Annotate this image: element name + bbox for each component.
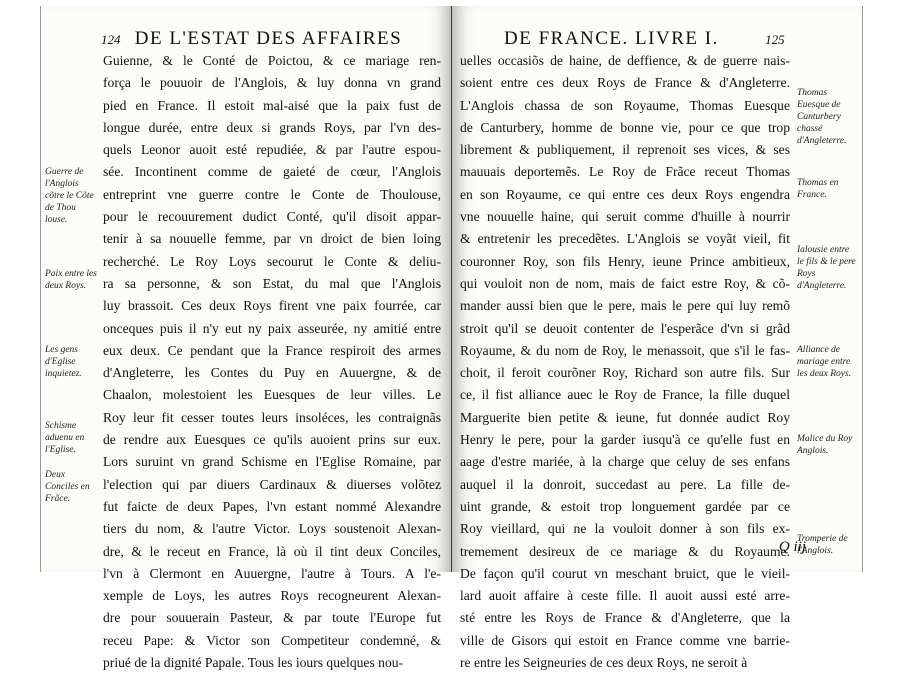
text-line: Chaalon, molestoient les Euesques de leur villes. Le	[103, 387, 441, 403]
left-running-head	[101, 28, 402, 50]
text-line: l'vn à Clermont en Auuergne, l'autre à Tours. A l'e-	[103, 565, 441, 581]
text-line: L'Anglois chassa de son Royaume, Thomas Euesque	[460, 97, 790, 113]
text-line: qui vouloit non de nom, mais de faict estre Roy, & cõ-	[460, 275, 790, 291]
text-line: en son Royaume, ce qui entre ces deux Roys engendra	[460, 186, 790, 202]
left-body-text	[103, 50, 441, 674]
margin-note: Alliance de mariage entre les deux Roys.	[797, 344, 852, 379]
text-line: vne nouuelle haine, qui seruit comme d'huille à nourrir	[460, 209, 790, 225]
text-line: Roy leur fit cesser toutes leurs insoléces, les contraignãs	[103, 409, 441, 425]
text-line: soient entre ces deux Roys de France & d'Angleterre.	[460, 75, 790, 91]
right-body-text	[460, 50, 790, 674]
text-line: tiers du nom, & l'autre Victor. Loys soustenoit Alexan-	[103, 521, 441, 537]
text-line: Marguerite bien petite & ieune, fut donnée audict Roy	[460, 409, 790, 425]
text-line: quels Leonor auoit esté repudiée, & par l'autre espou-	[103, 142, 441, 158]
text-line: mander aussi bien que le pere, mais le pere qui luy remõ	[460, 298, 790, 314]
text-line: longue durée, entre deux si grands Roys, par l'vn des-	[103, 119, 441, 135]
right-page	[452, 6, 863, 671]
text-line: Henry le pere, pour la garder iusqu'à ce qu'elle fust en	[460, 432, 790, 448]
text-line: onceques puis il n'y eut ny paix asseurée, ny amitié entre	[103, 320, 441, 336]
right-running-head	[504, 28, 785, 50]
text-line: sée. Incontinent comme de gaieté de cœur, l'Anglois	[103, 164, 441, 180]
text-line: re entre les Seigneuries de ces deux Roys, ne seroit à	[460, 655, 748, 671]
text-line: receu Pape: & Victor son Competiteur condemné, &	[103, 632, 441, 648]
text-line: recherché. Le Roy Loys secourut le Conte & deliu-	[103, 253, 441, 269]
text-line: de rendre aux Euesques ce qu'ils auoient prins sur eux.	[103, 432, 441, 448]
left-page	[40, 6, 451, 671]
margin-note: Thomas en France.	[797, 177, 839, 200]
text-line: luy brassoit. Ces deux Roys firent vne paix fourrée, car	[103, 298, 441, 314]
text-line: l'election qui par diuers Cardinaux & diuerses volõtez	[103, 476, 441, 492]
text-line: auquel il la donroit, succedast au pere. La fille de-	[460, 476, 790, 492]
margin-note: Tromperie de l'Anglois.	[797, 534, 848, 557]
text-line: ville de Gisors qui estoit en France comme vne barrie-	[460, 632, 790, 648]
text-line: tremement desireux de ce mariage & du Royaume.	[460, 543, 790, 559]
text-line: lard auoit affaire à ceste fille. Il auoit aussi esté arre-	[460, 588, 790, 604]
text-line: fut faicte de deux Papes, l'vn estant nommé Alexandre	[103, 498, 441, 514]
text-line: dre pour souuerain Pasteur, & par toute l'Europe fut	[103, 610, 441, 626]
text-line: aage d'estre mariée, à la charge que celuy de ses enfans	[460, 454, 790, 470]
text-line: choit, il feroit courõner Roy, Richard son autre fils. Sur	[460, 365, 790, 381]
text-line: Roy vieillard, qui ne la vouloit donner à son fils ex-	[460, 521, 790, 537]
text-line: tenir à sa nouuelle femme, par vn droict de bien loing	[103, 231, 441, 247]
margin-note: Deux Conciles en Frãce.	[45, 469, 90, 504]
text-line: força le pouuoir de l'Anglois, & luy donna vn grand	[103, 75, 441, 91]
text-line: Lors suruint vn grand Schisme en l'Eglise Romaine, par	[103, 454, 441, 470]
text-line: Royaume, & du nom de Roy, le menassoit, que s'il le fas-	[460, 342, 790, 358]
text-line: uelles occasiõs de haine, de deffience, & de guerre nais-	[460, 53, 790, 68]
text-line: xemple de Loys, les autres Roys recogneurent Alexan-	[103, 588, 441, 604]
text-line: dre, & le receut en France, là où il tint deux Conciles,	[103, 543, 441, 559]
margin-note: Schisme aduenu en l'Eglise.	[45, 420, 85, 455]
text-line: priué de la dignité Papale. Tous les iours quelques nou-	[103, 655, 404, 671]
text-line: ce, il fist alliance auec le Roy de France, la fille duquel	[460, 387, 790, 403]
text-line: pied en France. Il estoit mal-aisé que la paix fust de	[103, 97, 441, 113]
text-line: de Canturbery, homme de bonne vie, pour ce que trop	[460, 119, 790, 135]
text-line: ra sa personne, & son Estat, du mal que l'Anglois	[103, 275, 441, 291]
margin-note: Ialousie entre le fils & le pere Roys d'Angleterre.	[797, 244, 856, 291]
text-line: De façon qu'il courut vn meschant bruict, que le vieil-	[460, 565, 790, 581]
text-line: uint grande, & estoit trop longuement gardée par ce	[460, 498, 790, 514]
text-line: librement & publiquement, il reprenoit ses vices, & ses	[460, 142, 790, 158]
text-line: mauuais deportemẽs. Le Roy de Frãce receut Thomas	[460, 164, 790, 180]
text-line: d'Angleterre, les Contes du Puy en Auuergne, & de	[103, 365, 441, 381]
text-line: entreprint vne guerre contre le Conte de Thoulouse,	[103, 186, 441, 202]
text-line: stroit qu'il se deuoit contenter de l'esperãce d'vn si grãd	[460, 320, 790, 336]
text-line: couronner Roy, son fils Henry, ieune Prince ambitieux,	[460, 253, 790, 269]
right-running-head-title: DE FRANCE. LIVRE I.	[504, 28, 719, 49]
left-page-number: 124	[101, 32, 121, 47]
signature-mark: Q iij	[778, 539, 806, 555]
margin-note: Thomas Euesque de Canturbery chassé d'Angleterre.	[797, 88, 847, 147]
left-running-head-title: DE L'ESTAT DES AFFAIRES	[134, 28, 403, 49]
margin-note: Les gens d'Eglise inquietez.	[45, 344, 82, 379]
text-line: Guienne, & le Conté de Poictou, & ce mariage ren-	[103, 53, 441, 68]
margin-note: Paix entre les deux Roys.	[45, 269, 97, 292]
margin-note: Malice du Roy Anglois.	[797, 434, 853, 457]
right-page-number: 125	[765, 32, 785, 47]
text-line: pour le recouurement dudict Conté, qu'il disoit appar-	[103, 209, 441, 225]
text-line: & entretenir les precedẽtes. L'Anglois se voyãt vieil, fit	[460, 231, 790, 247]
margin-note: Guerre de l'Anglois cõtre le Cõte de Thou louse.	[45, 166, 94, 225]
text-line: eux deux. Ce pendant que la France respiroit des armes	[103, 342, 441, 358]
text-line: sté entre les Roys de France & d'Angleterre, que la	[460, 610, 790, 626]
